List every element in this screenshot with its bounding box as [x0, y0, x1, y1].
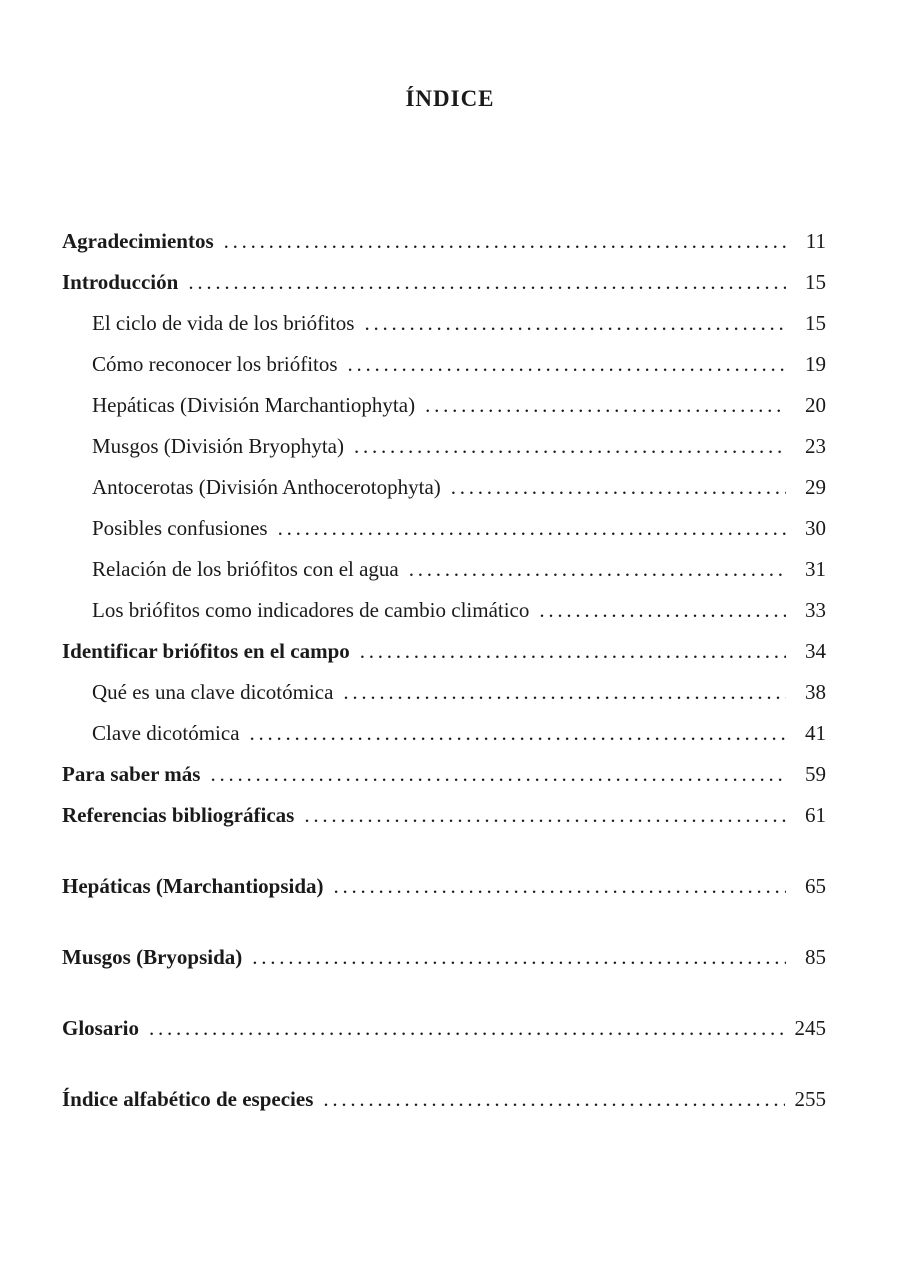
toc-entry-page: 255	[794, 1087, 826, 1111]
toc-entry-label: Antocerotas (División Anthocerotophyta)	[92, 475, 441, 499]
toc-entry-introduccion[interactable]	[62, 263, 826, 304]
toc-entry-como-reconocer[interactable]	[62, 345, 826, 386]
dot-leader	[354, 427, 786, 465]
toc-entry-agradecimientos[interactable]	[62, 222, 826, 263]
toc-entry-page: 85	[805, 945, 826, 969]
toc-entry-label: Relación de los briófitos con el agua	[92, 557, 399, 581]
toc-entry-page: 30	[805, 516, 826, 540]
toc-entry-label: Los briófitos como indicadores de cambio climático	[92, 598, 530, 622]
dot-leader	[252, 938, 786, 976]
toc-entry-page: 245	[794, 1016, 826, 1040]
toc-entry-label: Hepáticas (División Marchantiophyta)	[92, 393, 416, 417]
dot-leader	[409, 550, 786, 588]
toc-entry-relacion-agua[interactable]	[62, 550, 826, 591]
dot-leader	[425, 386, 786, 424]
toc-entry-para-saber-mas[interactable]	[62, 755, 826, 796]
toc-entry-referencias[interactable]	[62, 796, 826, 837]
toc-entry-label: Posibles confusiones	[92, 516, 268, 540]
dot-leader	[348, 345, 786, 383]
toc-entry-page: 65	[805, 874, 826, 898]
toc-entry-cambio-climatico[interactable]	[62, 591, 826, 632]
dot-leader	[334, 867, 786, 905]
dot-leader	[210, 755, 786, 793]
toc-entry-label: Clave dicotómica	[92, 721, 240, 745]
dot-leader	[323, 1080, 784, 1118]
toc-entry-page: 11	[805, 229, 826, 253]
toc-entry-page: 19	[805, 352, 826, 376]
toc-entry-page: 41	[805, 721, 826, 745]
toc-entry-page: 33	[805, 598, 826, 622]
toc-entry-musgos-division[interactable]	[62, 427, 826, 468]
dot-leader	[149, 1009, 785, 1047]
dot-leader	[451, 468, 786, 506]
toc-entry-indice-alfabetico[interactable]	[62, 1080, 826, 1121]
dot-leader	[343, 673, 786, 711]
toc-entry-label: Índice alfabético de especies	[62, 1087, 314, 1111]
toc-entry-page: 20	[805, 393, 826, 417]
toc-entry-antocerotas[interactable]	[62, 468, 826, 509]
dot-leader	[360, 632, 786, 670]
toc-entry-label: Identificar briófitos en el campo	[62, 639, 350, 663]
toc-entry-musgos-bryopsida[interactable]	[62, 938, 826, 979]
toc-entry-clave-dicotomica[interactable]	[62, 714, 826, 755]
toc-entry-glosario[interactable]	[62, 1009, 826, 1050]
toc-entry-label: Agradecimientos	[62, 229, 214, 253]
toc-entry-label: Glosario	[62, 1016, 139, 1040]
dot-leader	[539, 591, 786, 629]
toc-entry-page: 31	[805, 557, 826, 581]
toc-entry-label: Introducción	[62, 270, 179, 294]
toc-entry-label: El ciclo de vida de los briófitos	[92, 311, 355, 335]
toc-entry-label: Qué es una clave dicotómica	[92, 680, 334, 704]
toc-entry-hepaticas-marchantiopsida[interactable]	[62, 867, 826, 908]
toc-entry-label: Hepáticas (Marchantiopsida)	[62, 874, 324, 898]
dot-leader	[278, 509, 786, 547]
toc-entry-page: 23	[805, 434, 826, 458]
table-of-contents	[62, 222, 826, 1121]
page-title: ÍNDICE	[405, 86, 495, 111]
dot-leader	[224, 222, 786, 260]
toc-entry-ciclo-de-vida[interactable]	[62, 304, 826, 345]
toc-entry-page: 29	[805, 475, 826, 499]
toc-entry-page: 61	[805, 803, 826, 827]
toc-entry-que-es-clave[interactable]	[62, 673, 826, 714]
toc-entry-page: 38	[805, 680, 826, 704]
toc-entry-page: 34	[805, 639, 826, 663]
toc-entry-label: Cómo reconocer los briófitos	[92, 352, 338, 376]
toc-entry-label: Para saber más	[62, 762, 201, 786]
toc-entry-hepaticas-division[interactable]	[62, 386, 826, 427]
toc-entry-page: 15	[805, 311, 826, 335]
toc-entry-posibles-confusiones[interactable]	[62, 509, 826, 550]
toc-entry-identificar-brifitos[interactable]	[62, 632, 826, 673]
dot-leader	[250, 714, 786, 752]
toc-entry-label: Musgos (Bryopsida)	[62, 945, 243, 969]
toc-entry-label: Referencias bibliográficas	[62, 803, 295, 827]
toc-entry-page: 15	[805, 270, 826, 294]
dot-leader	[364, 304, 786, 342]
dot-leader	[188, 263, 786, 301]
toc-entry-page: 59	[805, 762, 826, 786]
toc-entry-label: Musgos (División Bryophyta)	[92, 434, 344, 458]
dot-leader	[304, 796, 786, 834]
